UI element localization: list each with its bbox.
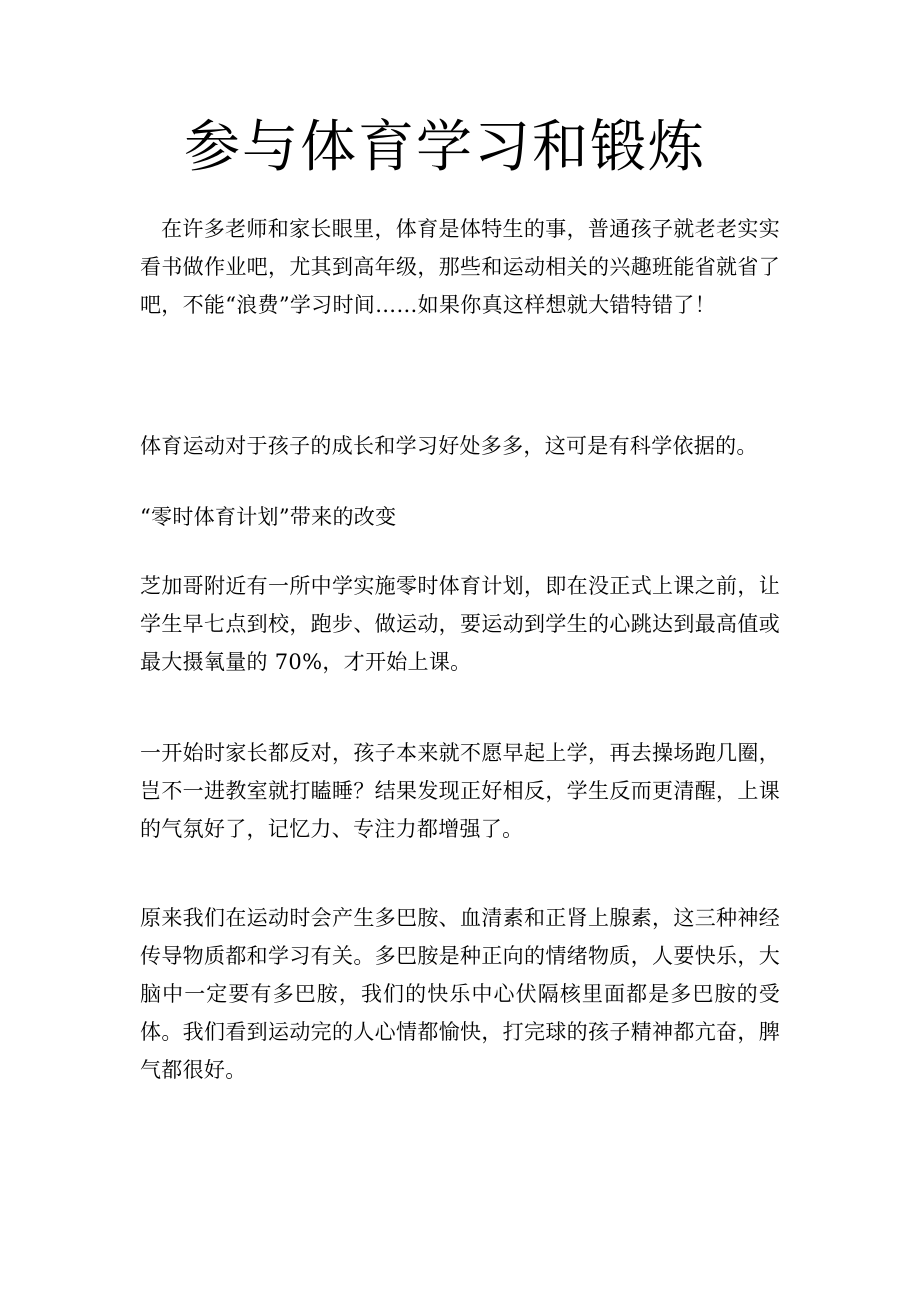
paragraph-neurotransmitters: 原来我们在运动时会产生多巴胺、血清素和正肾上腺素，这三种神经传导物质都和学习有关。多巴胺是种正向的情绪物质，人要快乐，大脑中一定要有多巴胺，我们的快乐中心伏隔核里面都是多巴胺的受体。我们看到运动完的人心情都愉快，打完球的孩子精神都亢奋，脾气都很好。: [140, 906, 780, 1082]
section-heading: “零时体育计划”带来的改变: [140, 505, 397, 529]
paragraph-chicago-school: 芝加哥附近有一所中学实施零时体育计划，即在没正式上课之前，让学生早七点到校，跑步、做运动，要运动到学生的心跳达到最高值或最大摄氧量的 70%，才开始上课。: [140, 574, 780, 674]
paragraph-benefits: 体育运动对于孩子的成长和学习好处多多，这可是有科学依据的。: [140, 434, 758, 458]
paragraph-intro: 在许多老师和家长眼里，体育是体特生的事，普通孩子就老老实实看书做作业吧，尤其到高年级，那些和运动相关的兴趣班能省就省了吧，不能“浪费”学习时间……如果你真这样想就大错特错了！: [140, 217, 780, 317]
document-title: 参与体育学习和锻炼: [184, 115, 706, 180]
paragraph-parents-result: 一开始时家长都反对，孩子本来就不愿早起上学，再去操场跑几圈，岂不一进教室就打瞌睡？结果发现正好相反，学生反而更清醒，上课的气氛好了，记忆力、专注力都增强了。: [140, 741, 780, 841]
